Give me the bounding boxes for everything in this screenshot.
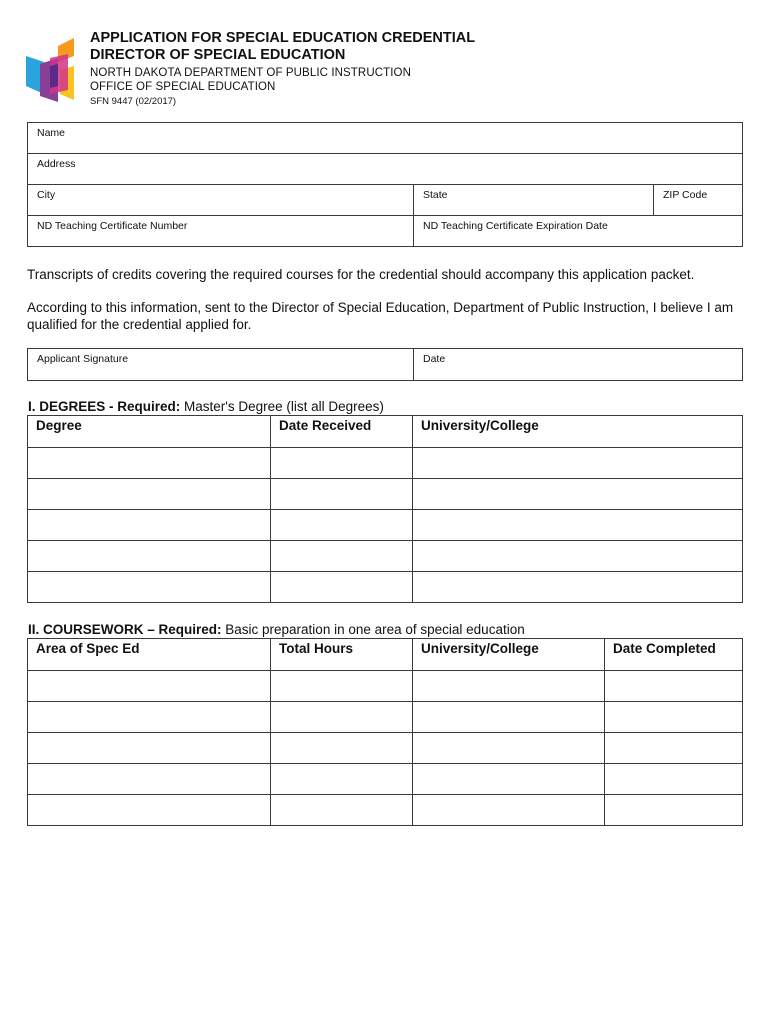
zip-field[interactable] [654, 185, 743, 216]
office-name: OFFICE OF SPECIAL EDUCATION [90, 81, 276, 93]
transcripts-instruction: Transcripts of credits covering the required courses for the credential should accompany this application packet. [27, 267, 695, 282]
coursework-section-heading [28, 622, 525, 638]
area-of-spec-ed-column-header: Area of Spec Ed [28, 639, 271, 671]
zip-label: ZIP Code [663, 189, 708, 201]
table-row [28, 541, 743, 572]
table-row [28, 671, 743, 702]
applicant-signature-label: Applicant Signature [37, 353, 129, 365]
form-title-line1: APPLICATION FOR SPECIAL EDUCATION CREDENTIAL [90, 30, 476, 46]
table-row [28, 479, 743, 510]
date-completed-cell[interactable] [605, 733, 743, 764]
coursework-heading-bold: II. COURSEWORK – Required: [28, 622, 222, 637]
date-received-cell[interactable] [271, 572, 413, 603]
certificate-number-label: ND Teaching Certificate Number [37, 220, 188, 232]
coursework-heading-text: Basic preparation in one area of special education [221, 622, 525, 637]
degrees-heading-text: Master's Degree (list all Degrees) [180, 399, 384, 414]
table-row [28, 733, 743, 764]
area-cell[interactable] [28, 733, 271, 764]
signature-date-field[interactable] [414, 349, 743, 381]
total-hours-column-header: Total Hours [271, 639, 413, 671]
name-label: Name [37, 127, 66, 139]
degree-cell[interactable] [28, 479, 271, 510]
university-cell[interactable] [413, 671, 605, 702]
date-completed-cell[interactable] [605, 702, 743, 733]
certificate-number-field[interactable] [28, 216, 414, 247]
degree-column-header: Degree [28, 416, 271, 448]
total-hours-cell[interactable] [271, 764, 413, 795]
university-cell[interactable] [413, 795, 605, 826]
address-field[interactable] [28, 154, 743, 185]
total-hours-cell[interactable] [271, 671, 413, 702]
city-label: City [37, 189, 56, 201]
ndpi-logo [26, 36, 78, 102]
signature-date-label: Date [423, 353, 446, 365]
date-completed-column-header: Date Completed [605, 639, 743, 671]
city-field[interactable] [28, 185, 414, 216]
form-number: SFN 9447 (02/2017) [90, 96, 177, 107]
coursework-table [27, 638, 743, 826]
table-row [28, 572, 743, 603]
degree-cell[interactable] [28, 448, 271, 479]
degree-cell[interactable] [28, 572, 271, 603]
form-title-line2: DIRECTOR OF SPECIAL EDUCATION [90, 47, 346, 63]
degree-cell[interactable] [28, 541, 271, 572]
table-row [28, 510, 743, 541]
university-cell[interactable] [413, 572, 743, 603]
date-received-cell[interactable] [271, 448, 413, 479]
university-column-header: University/College [413, 416, 743, 448]
signature-table [27, 348, 743, 381]
university-column-header: University/College [413, 639, 605, 671]
date-received-column-header: Date Received [271, 416, 413, 448]
university-cell[interactable] [413, 733, 605, 764]
total-hours-cell[interactable] [271, 733, 413, 764]
address-label: Address [37, 158, 76, 170]
state-field[interactable] [414, 185, 654, 216]
total-hours-cell[interactable] [271, 702, 413, 733]
form-header [90, 30, 475, 108]
certificate-expiration-label: ND Teaching Certificate Expiration Date [423, 220, 608, 232]
name-field[interactable] [28, 123, 743, 154]
table-row [28, 702, 743, 733]
date-completed-cell[interactable] [605, 795, 743, 826]
university-cell[interactable] [413, 510, 743, 541]
certificate-expiration-field[interactable] [414, 216, 743, 247]
degrees-heading-bold: I. DEGREES - Required: [28, 399, 181, 414]
applicant-signature-field[interactable] [28, 349, 414, 381]
date-received-cell[interactable] [271, 510, 413, 541]
university-cell[interactable] [413, 702, 605, 733]
date-completed-cell[interactable] [605, 671, 743, 702]
university-cell[interactable] [413, 541, 743, 572]
area-cell[interactable] [28, 702, 271, 733]
total-hours-cell[interactable] [271, 795, 413, 826]
university-cell[interactable] [413, 479, 743, 510]
date-completed-cell[interactable] [605, 764, 743, 795]
degrees-table [27, 415, 743, 603]
table-row [28, 764, 743, 795]
area-cell[interactable] [28, 795, 271, 826]
attestation-statement: According to this information, sent to the Director of Special Education, Department of Public Instruction, I believe I am qualified for the credential applied for. [27, 300, 734, 332]
date-received-cell[interactable] [271, 541, 413, 572]
department-name: NORTH DAKOTA DEPARTMENT OF PUBLIC INSTRUCTION [90, 67, 411, 79]
table-row [28, 448, 743, 479]
degrees-section-heading [28, 399, 384, 415]
university-cell[interactable] [413, 448, 743, 479]
applicant-info-table [27, 122, 743, 247]
area-cell[interactable] [28, 671, 271, 702]
state-label: State [423, 189, 448, 201]
date-received-cell[interactable] [271, 479, 413, 510]
degree-cell[interactable] [28, 510, 271, 541]
table-row [28, 795, 743, 826]
area-cell[interactable] [28, 764, 271, 795]
university-cell[interactable] [413, 764, 605, 795]
